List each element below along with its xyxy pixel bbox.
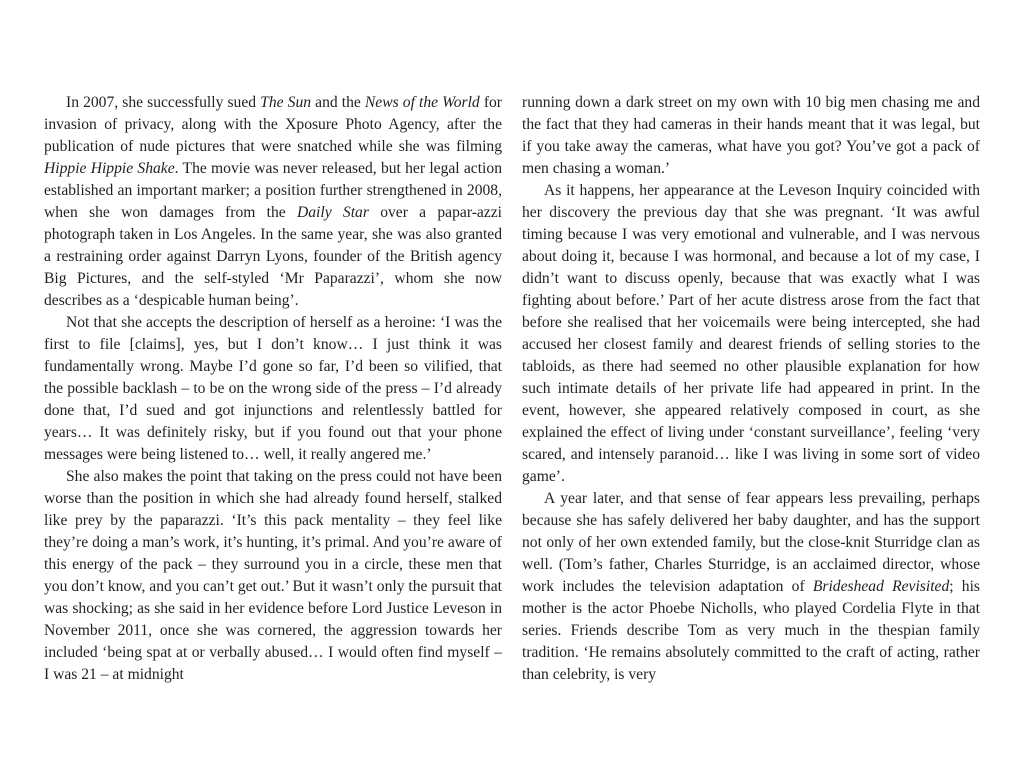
paragraph-leveson-inquiry: As it happens, her appearance at the Leveson Inquiry coincided with her discovery the previous day that she was pregnant. ‘It was awful timing because I was very emotional and vulnerable, and I was nervous about doing it, because I was hormonal, and because a lot of my case, I didn’t want to discuss openly, because that was exactly what I was fighting about before.’ Part of her acute distress arose from the fact that before she realised that her voicemails were being intercepted, she had accused her closest family and dearest friends of selling stories to the tabloids, as there had seemed no other plausible explanation for how such intimate details of her private life had appeared in print. In the event, however, she appeared relatively composed in court, as she explained the effect of living under ‘constant surveillance’, feeling ‘very scared, and intensely paranoid… like I was living in some sort of video game’.: [522, 182, 980, 485]
text-run: . The movie was never released, but her legal action established an important marker; a position further strengthened in 2008, when she won damages from the: [44, 160, 502, 221]
text-run: and the: [311, 94, 365, 111]
text-run: for invasion of privacy, along with the Xposure Photo Agency, after the publication of nude pictures that were snatched while she was filming: [44, 94, 502, 155]
italic-title: The Sun: [260, 94, 312, 111]
paragraph-year-later: [522, 488, 980, 686]
right-column: [522, 92, 980, 686]
italic-title: Brideshead Revisited: [812, 578, 950, 595]
paragraph-pack-mentality: She also makes the point that taking on the press could not have been worse than the position in which she had already found herself, stalked like prey by the paparazzi. ‘It’s this pack mentality – they feel like they’re doing a man’s work, it’s hunting, it’s primal. And you’re aware of this energy of the pack – they surround you in a circle, these men that you don’t know, and you can’t get out.’ But it wasn’t only the pursuit that was shocking; as she said in her evidence before Lord Justice Leveson in November 2011, once she was cornered, the aggression towards her included ‘being spat at or verbally abused… I would often find myself – I was 21 – at midnight: [44, 468, 502, 683]
left-column: [44, 92, 502, 686]
text-run: A year later, and that sense of fear appears less prevailing, perhaps because she has safely delivered her baby daughter, and has the support not only of her own extended family, but the close-knit Sturridge clan as well. (Tom’s father, Charles Sturridge, is an acclaimed director, whose work includes the television adaptation of: [522, 490, 980, 595]
paragraph-lawsuits: [44, 92, 502, 312]
italic-title: Hippie Hippie Shake: [44, 160, 175, 177]
paragraph-continued-quote: running down a dark street on my own with 10 big men chasing me and the fact that they had cameras in their hands meant that it was legal, but if you take away the cameras, what have you got? You’ve got a pack of men chasing a woman.’: [522, 94, 980, 177]
paragraph-heroine: Not that she accepts the description of herself as a heroine: ‘I was the first to file [claims], yes, but I don’t know… I just think it was fundamentally wrong. Maybe I’d gone so far, I’d been so vilified, that the possible backlash – to be on the wrong side of the press – I’d already done that, I’d sued and got injunctions and relentlessly battled for years… It was definitely risky, but if you found out that your phone messages were being listened to… well, it really angered me.’: [44, 314, 502, 463]
text-run: In 2007, she successfully sued: [66, 94, 261, 111]
text-run: ; his mother is the actor Phoebe Nicholls, who played Cordelia Flyte in that series. Friends describe Tom as very much in the thespian family tradition. ‘He remains absolutely committed to the craft of acting, rather than celebrity, is very: [522, 578, 981, 683]
text-run: over a papar-azzi photograph taken in Los Angeles. In the same year, she was also granted a restraining order against Darryn Lyons, founder of the British agency Big Pictures, and the self-styled ‘Mr Paparazzi’, whom she now describes as a ‘despicable human being’.: [44, 204, 502, 309]
italic-title: News of the World: [364, 94, 480, 111]
italic-title: Daily Star: [297, 204, 369, 221]
